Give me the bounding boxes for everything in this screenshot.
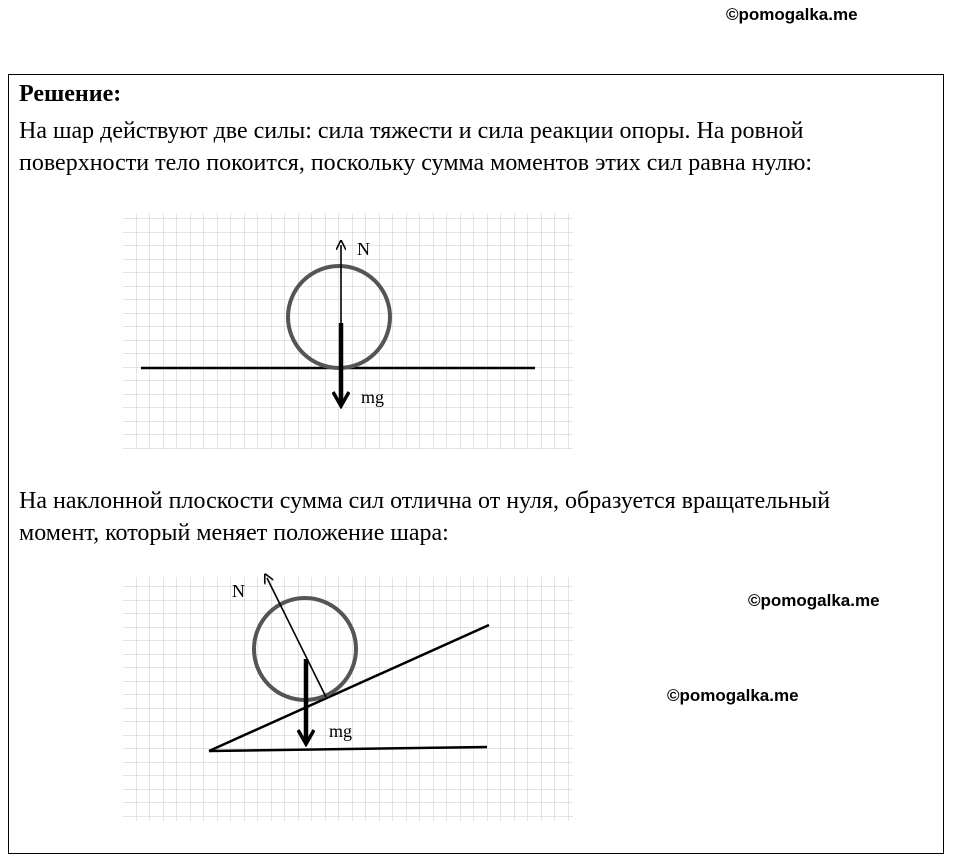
solution-heading: Решение:	[19, 81, 122, 107]
paragraph-inclined-plane	[19, 485, 830, 549]
grid-background	[123, 213, 573, 449]
solution-box	[8, 74, 944, 854]
normal-force-label: N	[232, 581, 245, 601]
paragraph1-line1: На шар действуют две силы: сила тяжести и сила реакции опоры. На ровной	[19, 118, 804, 144]
watermark-lower: ©pomogalka.me	[667, 686, 799, 705]
grid-background	[123, 577, 573, 821]
paragraph2-line2: момент, который меняет положение шара:	[19, 520, 449, 546]
normal-force-label: N	[357, 239, 370, 259]
gravity-force-label: mg	[361, 387, 385, 407]
figure-flat-surface	[109, 205, 579, 455]
watermark-middle: ©pomogalka.me	[748, 591, 880, 610]
paragraph2-line1: На наклонной плоскости сумма сил отлична от нуля, образуется вращательный	[19, 488, 831, 514]
figure-inclined-plane	[109, 573, 579, 828]
paragraph-flat-surface	[19, 115, 812, 179]
gravity-force-label: mg	[329, 721, 353, 741]
watermark-top: ©pomogalka.me	[726, 5, 858, 24]
paragraph1-line2: поверхности тело покоится, поскольку сумма моментов этих сил равна нулю:	[19, 150, 813, 176]
